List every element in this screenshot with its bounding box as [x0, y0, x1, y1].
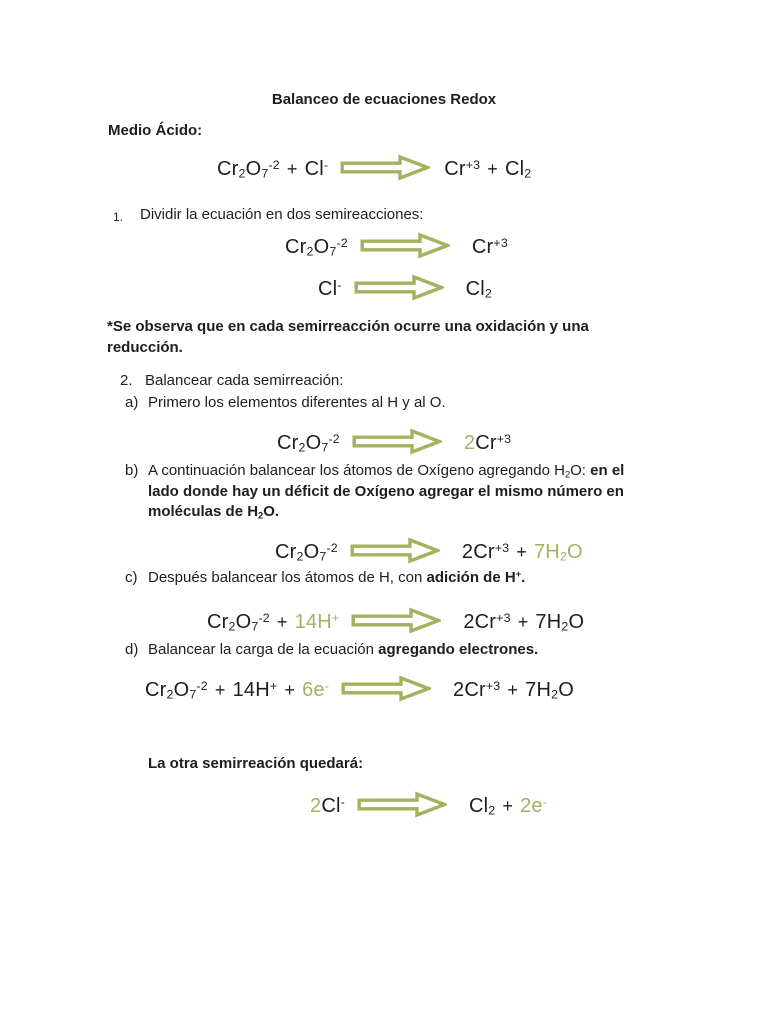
item-a — [125, 393, 446, 414]
equation-chlorine-final: 2Cl- $Cl_2 + 2e^-$ — [310, 791, 547, 821]
equation-semi-chromium: $Cr_2O_7^{-2}$ $Cr^{+3}$ — [285, 232, 508, 262]
block-arrow-icon — [360, 232, 450, 259]
item-d-marker: d) — [125, 641, 139, 658]
block-arrow-icon — [357, 791, 447, 818]
equation-semi-chlorine: Cl- $Cl_2$ — [318, 274, 492, 304]
item-d-text: Balancear la carga de la ecuación agregando electrones. — [148, 641, 539, 658]
block-arrow-icon — [341, 675, 431, 702]
step-2-text: Balancear cada semirreación: — [145, 372, 344, 389]
equation-main: $Cr_2O_7^{-2} + Cl^-$ $Cr^{+3} + Cl_2$ — [217, 154, 531, 184]
item-a-marker: a) — [125, 394, 139, 411]
block-arrow-icon — [352, 428, 442, 455]
block-arrow-icon — [350, 537, 440, 564]
step-2-number: 2. — [120, 372, 133, 389]
equation-step-c: $Cr_2O_7^{-2} + 14H^+$ $2Cr^{+3} + 7H_2O$ — [207, 607, 584, 637]
observation-note-line-1: *Se observa que en cada semirreacción ocurre una oxidación y una — [107, 318, 589, 335]
item-d — [125, 640, 538, 661]
step-1-number: 1. — [113, 210, 124, 224]
block-arrow-icon — [354, 274, 444, 301]
block-arrow-icon — [351, 607, 441, 634]
item-b-line-2: lado donde hay un déficit de Oxígeno agregar el mismo número en — [148, 482, 624, 500]
equation-step-a: $Cr_2O_7^{-2}$ $2Cr^{+3}$ — [277, 428, 511, 458]
item-b-marker: b) — [125, 462, 139, 479]
page-title: Balanceo de ecuaciones Redox — [271, 91, 497, 108]
step-1-text: Dividir la ecuación en dos semireacciones: — [140, 206, 424, 223]
observation-note-line-2: reducción. — [107, 339, 183, 356]
equation-step-b: $Cr_2O_7^{-2}$ $2Cr^{+3} + 7H_2O$ — [275, 537, 583, 567]
item-c — [125, 568, 525, 589]
item-c-text: Después balancear los átomos de H, con adición de H+. — [148, 568, 526, 586]
step-2 — [120, 371, 343, 392]
heading-other-semireaction: La otra semirreación quedará: — [148, 755, 364, 772]
item-a-text: Primero los elementos diferentes al H y al O. — [148, 394, 446, 411]
item-b-line-3: moléculas de $H_2O$. — [148, 503, 280, 521]
step-1 — [113, 205, 423, 226]
heading-medio-acido: Medio Ácido: — [108, 122, 203, 139]
item-b-line-1: b) A continuación balancear los átomos de Oxígeno agregando $H_2O$: en el — [125, 461, 624, 482]
equation-step-d: $Cr_2O_7^{-2} + 14H^+ + 6e^-$ $2Cr^{+3} + 7H_2O$ — [145, 675, 574, 705]
item-b — [125, 461, 624, 523]
item-c-marker: c) — [125, 569, 138, 586]
block-arrow-icon — [340, 154, 430, 181]
